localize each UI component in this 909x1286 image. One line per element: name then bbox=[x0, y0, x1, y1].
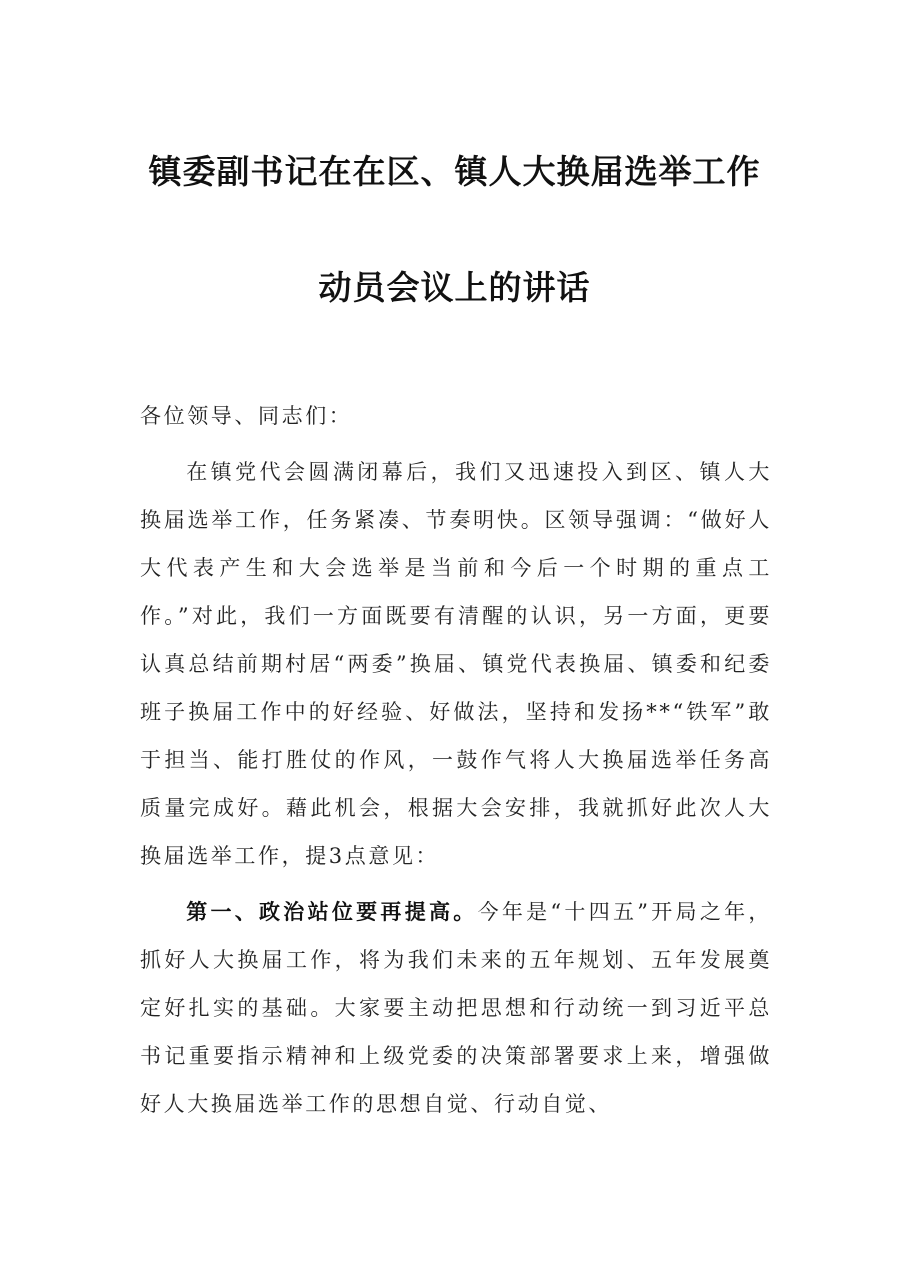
paragraph-2-text: 今年是“十四五”开局之年，抓好人大换届工作，将为我们未来的五年规划、五年发展奠定好扎实的基础。大家要主动把思想和行动统一到习近平总书记重要指示精神和上级党委的决策部署要求上来，增强做好人大换届选举工作的思想自觉、行动自觉、 bbox=[140, 900, 772, 1116]
salutation: 各位领导、同志们： bbox=[140, 404, 353, 428]
paragraph-2-lead: 第一、政治站位要再提高。 bbox=[186, 900, 478, 924]
document-title-line-2: 动员会议上的讲话 bbox=[318, 268, 591, 307]
body-paragraph-1 bbox=[140, 448, 772, 880]
document-title-line-1: 镇委副书记在在区、镇人大换届选举工作 bbox=[148, 152, 761, 191]
paragraph-1-text: 在镇党代会圆满闭幕后，我们又迅速投入到区、镇人大换届选举工作，任务紧凑、节奏明快。区领导强调：“做好人大代表产生和大会选举是当前和今后一个时期的重点工作。”对此，我们一方面既要有清醒的认识，另一方面，更要认真总结前期村居“两委”换届、镇党代表换届、镇委和纪委班子换届工作中的好经验、好做法，坚持和发扬**“铁军”敢于担当、能打胜仗的作风，一鼓作气将人大换届选举任务高质量完成好。藉此机会，根据大会安排，我就抓好此次人大换届选举工作，提3点意见： bbox=[140, 460, 772, 868]
body-paragraph-2 bbox=[140, 888, 772, 1128]
